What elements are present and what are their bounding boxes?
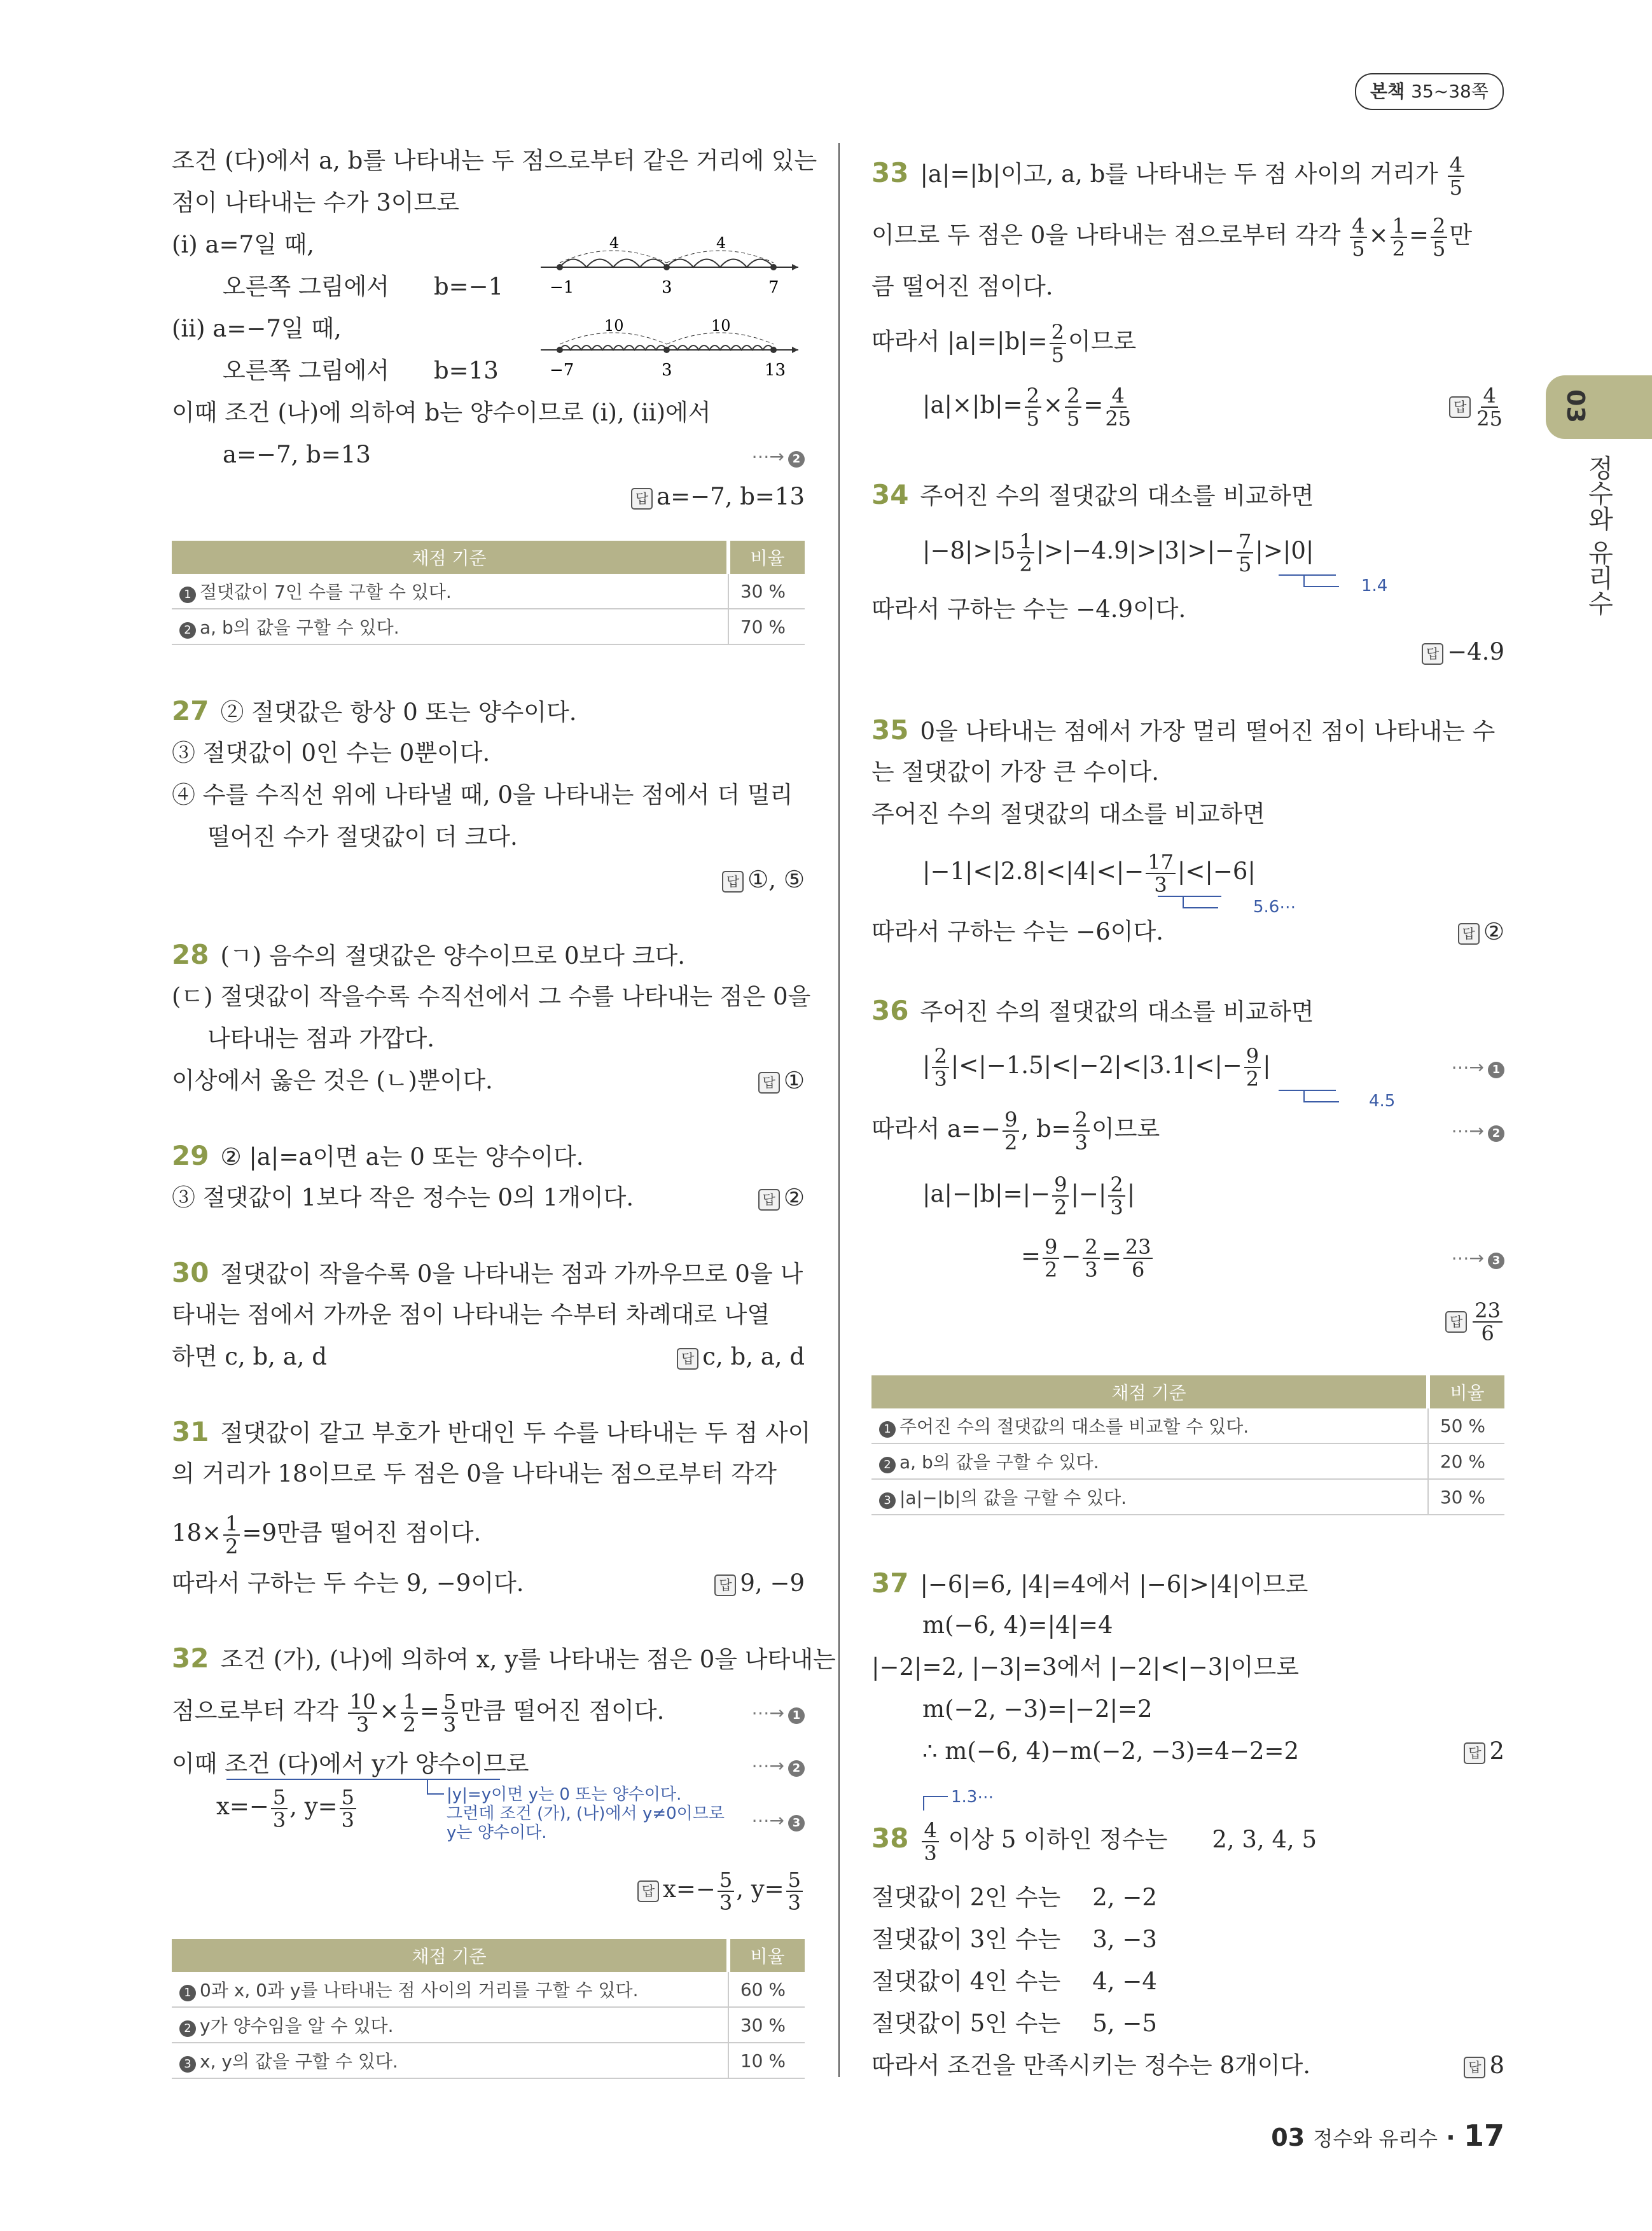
problem-30-line: 타내는 점에서 가까운 점이 나타내는 수부터 차례대로 나열 bbox=[172, 1301, 770, 1328]
answer: 답 $\frac{4}{25}$ bbox=[1449, 380, 1504, 431]
problem-33-line: 33 |a|=|b|이고, a, b를 나타내는 두 점 사이의 거리가 $\frac{4}{5}$ bbox=[871, 148, 1466, 200]
nl2-tick: 13 bbox=[765, 361, 786, 380]
table-row: 1 절댓값이 7인 수를 구할 수 있다. 30 % bbox=[172, 574, 805, 609]
answer: 답 x=− $\frac{5}{3}$ , y= $\frac{5}{3}$ bbox=[637, 1864, 805, 1915]
problem-37-line: 37 |−6|=6, |4|=4에서 |−6|>|4|이므로 bbox=[871, 1567, 1308, 1599]
side-note: 1.3⋯ bbox=[951, 1788, 994, 1807]
problem-36-line: |a|−|b|=|− $\frac{9}{2}$ |−| $\frac{2}{3}$ | bbox=[922, 1172, 1135, 1220]
problem-35-line: 주어진 수의 절댓값의 대소를 비교하면 bbox=[871, 800, 1265, 828]
note-connector bbox=[426, 1780, 445, 1799]
nl1-tick: −1 bbox=[550, 278, 574, 297]
list-item: 절댓값이 4인 수는 4, −4 bbox=[871, 1968, 1157, 1995]
table-row: 1 주어진 수의 절댓값의 대소를 비교할 수 있다. 50 % bbox=[871, 1408, 1504, 1443]
problem-34-line: |−8|>|5 $\frac{1}{2}$ |>|−4.9|>|3|>|− $\frac{7}{5}$ |>|0| bbox=[922, 529, 1314, 576]
header-pages: 35~38쪽 bbox=[1411, 81, 1489, 102]
table-row: 2 a, b의 값을 구할 수 있다. 70 % bbox=[172, 609, 805, 644]
answer: 답 ② bbox=[758, 1183, 805, 1213]
problem-33-line: 큼 떨어진 점이다. bbox=[871, 273, 1053, 300]
problem-37-line: |−2|=2, |−3|=3에서 |−2|<|−3|이므로 bbox=[871, 1653, 1299, 1681]
table-row: 2 a, b의 값을 구할 수 있다. 20 % bbox=[871, 1443, 1504, 1479]
table-row: 3 |a|−|b|의 값을 구할 수 있다. 30 % bbox=[871, 1479, 1504, 1515]
underline bbox=[226, 1779, 500, 1780]
problem-28-line: 28 (ㄱ) 음수의 절댓값은 양수이므로 0보다 크다. bbox=[172, 939, 686, 970]
problem-33-line: |a|×|b|= $\frac{2}{5}$ × $\frac{2}{5}$ = $\frac{4}{25}$ bbox=[922, 383, 1132, 431]
table-header: 채점 기준 bbox=[871, 1375, 1428, 1408]
problem-38-line: 따라서 조건을 만족시키는 정수는 8개이다. bbox=[871, 2052, 1310, 2079]
side-note: |y|=y이면 y는 0 또는 양수이다. bbox=[447, 1785, 682, 1804]
footer-chapter: 03 bbox=[1271, 2123, 1305, 2151]
table-row: 3 x, y의 값을 구할 수 있다. 10 % bbox=[172, 2043, 805, 2078]
problem-30-line: 하면 c, b, a, d bbox=[172, 1343, 327, 1370]
problem-31-line: 18× $\frac{1}{2}$ =9만큼 떨어진 점이다. bbox=[172, 1511, 482, 1559]
table-row: 2 y가 양수임을 알 수 있다. 30 % bbox=[172, 2007, 805, 2043]
answer: 답 ①, ⑤ bbox=[722, 865, 805, 894]
answer: 답 −4.9 bbox=[1422, 637, 1504, 667]
page-range-tag bbox=[1355, 73, 1504, 110]
column-divider bbox=[838, 143, 840, 2077]
problem-36-line: = $\frac{9}{2}$ − $\frac{2}{3}$ = $\frac{23}{6}$ bbox=[1021, 1231, 1155, 1282]
problem-32-line: x=− $\frac{5}{3}$ , y= $\frac{5}{3}$ bbox=[216, 1781, 358, 1832]
side-note: 1.4 bbox=[1361, 576, 1388, 595]
problem-27-line: 27 ② 절댓값은 항상 0 또는 양수이다. bbox=[172, 695, 577, 726]
intro-result: a=−7, b=13 bbox=[223, 441, 371, 468]
intro-line: 점이 나타내는 수가 3이므로 bbox=[172, 189, 459, 216]
problem-28-line: (ㄷ) 절댓값이 작을수록 수직선에서 그 수를 나타내는 점은 0을 bbox=[172, 983, 811, 1010]
problem-37-line: m(−6, 4)=|4|=4 bbox=[922, 1611, 1113, 1639]
case-label: (i) a=7일 때, bbox=[172, 231, 315, 258]
problem-32-line: 32 조건 (가), (나)에 의하여 x, y를 나타내는 점은 0을 나타내는 bbox=[172, 1643, 836, 1674]
answer: 답 9, −9 bbox=[714, 1569, 805, 1598]
problem-28-line: 이상에서 옳은 것은 (ㄴ)뿐이다. bbox=[172, 1067, 493, 1094]
problem-33-line: 이므로 두 점은 0을 나타내는 점으로부터 각각 $\frac{4}{5}$ × $\frac{1}{2}$ = $\frac{2}{5}$ 만 bbox=[871, 213, 1473, 261]
problem-27-line: 떨어진 수가 절댓값이 더 크다. bbox=[207, 823, 518, 851]
problem-36-line: 따라서 a=− $\frac{9}{2}$ , b= $\frac{2}{3}$ 이므로 bbox=[871, 1107, 1160, 1155]
chapter-title-vertical: 정수와 유리수 bbox=[1584, 455, 1613, 616]
problem-37-line: ∴ m(−6, 4)−m(−2, −3)=4−2=2 bbox=[922, 1737, 1300, 1765]
answer: 답 ② bbox=[1458, 917, 1504, 947]
page-footer: 03 정수와 유리수 · 17 bbox=[1271, 2118, 1504, 2153]
problem-31-line: 31 절댓값이 같고 부호가 반대인 두 수를 나타내는 두 점 사이 bbox=[172, 1416, 811, 1447]
chapter-number: 03 bbox=[1562, 389, 1590, 423]
side-note: 4.5 bbox=[1369, 1092, 1396, 1111]
grading-table bbox=[871, 1375, 1504, 1515]
step-marker: ⋯→ 2 bbox=[1452, 1115, 1504, 1146]
list-item: 절댓값이 5인 수는 5, −5 bbox=[871, 2010, 1157, 2037]
answer: 답 8 bbox=[1464, 2051, 1504, 2080]
problem-38-line: 38 $\frac{4}{3}$ 이상 5 이하인 정수는 2, 3, 4, 5 bbox=[871, 1817, 1317, 1865]
side-note: y는 양수이다. bbox=[447, 1823, 547, 1842]
note-connector bbox=[1158, 894, 1221, 913]
problem-34-line: 34 주어진 수의 절댓값의 대소를 비교하면 bbox=[871, 479, 1314, 510]
footer-title: 정수와 유리수 bbox=[1313, 2127, 1438, 2151]
problem-33-line: 따라서 |a|=|b|= $\frac{2}{5}$ 이므로 bbox=[871, 319, 1137, 367]
problem-34-line: 따라서 구하는 수는 −4.9이다. bbox=[871, 595, 1186, 623]
problem-31-line: 따라서 구하는 두 수는 9, −9이다. bbox=[172, 1569, 524, 1597]
problem-37-line: m(−2, −3)=|−2|=2 bbox=[922, 1695, 1153, 1723]
step-marker: ⋯→ 1 bbox=[1452, 1051, 1504, 1082]
case-label: (ii) a=−7일 때, bbox=[172, 315, 342, 342]
table-header: 채점 기준 bbox=[172, 1939, 728, 1972]
step-marker: ⋯→ 3 bbox=[1452, 1242, 1504, 1273]
table-header: 비율 bbox=[728, 541, 805, 574]
problem-29-line: 29 ② |a|=a이면 a는 0 또는 양수이다. bbox=[172, 1140, 584, 1171]
nl1-dist: 4 bbox=[609, 234, 620, 252]
problem-28-line: 나타내는 점과 가깝다. bbox=[207, 1025, 434, 1052]
side-note: 5.6⋯ bbox=[1253, 898, 1296, 917]
number-line-2 bbox=[541, 315, 802, 385]
problem-35-line: 따라서 구하는 수는 −6이다. bbox=[871, 918, 1164, 945]
nl1-tick: 3 bbox=[662, 278, 672, 297]
answer: 답 c, b, a, d bbox=[677, 1342, 805, 1372]
step-marker: ⋯→ 1 bbox=[752, 1697, 805, 1728]
nl2-dist: 10 bbox=[711, 317, 731, 335]
problem-27-line: ③ 절댓값이 0인 수는 0뿐이다. bbox=[172, 739, 490, 767]
number-line-1 bbox=[541, 232, 802, 302]
note-connector bbox=[1279, 573, 1342, 592]
answer: 답 2 bbox=[1464, 1737, 1504, 1766]
answer: 답 ① bbox=[758, 1066, 805, 1095]
nl2-dist: 10 bbox=[604, 317, 624, 335]
answer: 답 $\frac{23}{6}$ bbox=[1445, 1295, 1504, 1345]
grading-table bbox=[172, 1939, 805, 2079]
step-marker: ⋯→ 2 bbox=[752, 1749, 805, 1781]
problem-35-line: |−1|<|2.8|<|4|<|− $\frac{17}{3}$ |<|−6| bbox=[922, 849, 1256, 897]
step-marker: ⋯→ 2 bbox=[752, 440, 805, 471]
nl1-dist: 4 bbox=[716, 234, 726, 252]
nl1-tick: 7 bbox=[768, 278, 779, 297]
problem-32-line: 이때 조건 (다)에서 y가 양수이므로 bbox=[172, 1750, 529, 1777]
problem-29-line: ③ 절댓값이 1보다 작은 정수는 0의 1개이다. bbox=[172, 1184, 634, 1211]
side-note: 그런데 조건 (가), (나)에서 y≠0이므로 bbox=[447, 1804, 725, 1823]
table-header: 비율 bbox=[1428, 1375, 1504, 1408]
nl2-tick: 3 bbox=[662, 361, 672, 380]
note-connector bbox=[1279, 1088, 1342, 1107]
table-header: 채점 기준 bbox=[172, 541, 728, 574]
page-number: 17 bbox=[1463, 2118, 1504, 2153]
problem-35-line: 35 0을 나타내는 점에서 가장 멀리 떨어진 점이 나타내는 수 bbox=[871, 714, 1496, 746]
grading-table bbox=[172, 541, 805, 645]
problem-30-line: 30 절댓값이 작을수록 0을 나타내는 점과 가까우므로 0을 나 bbox=[172, 1257, 803, 1288]
intro-line: 이때 조건 (나)에 의하여 b는 양수이므로 (i), (ii)에서 bbox=[172, 399, 711, 426]
table-header: 비율 bbox=[728, 1939, 805, 1972]
list-item: 절댓값이 3인 수는 3, −3 bbox=[871, 1926, 1157, 1953]
problem-36-line: | $\frac{2}{3}$ |<|−1.5|<|−2|<|3.1|<|− $\frac{9}{2}$ | bbox=[922, 1043, 1271, 1091]
step-marker: ⋯→ 3 bbox=[752, 1804, 805, 1835]
nl2-tick: −7 bbox=[550, 361, 574, 380]
problem-36-line: 36 주어진 수의 절댓값의 대소를 비교하면 bbox=[871, 995, 1314, 1026]
case-desc: 오른쪽 그림에서 b=13 bbox=[223, 357, 499, 384]
problem-35-line: 는 절댓값이 가장 큰 수이다. bbox=[871, 758, 1159, 786]
case-desc: 오른쪽 그림에서 b=−1 bbox=[223, 273, 504, 300]
intro-line: 조건 (다)에서 a, b를 나타내는 두 점으로부터 같은 거리에 있는 bbox=[172, 147, 817, 174]
table-row: 1 0과 x, 0과 y를 나타내는 점 사이의 거리를 구할 수 있다. 60 % bbox=[172, 1972, 805, 2007]
problem-31-line: 의 거리가 18이므로 두 점은 0을 나타내는 점으로부터 각각 bbox=[172, 1460, 777, 1487]
problem-27-line: ④ 수를 수직선 위에 나타낼 때, 0을 나타내는 점에서 더 멀리 bbox=[172, 781, 793, 809]
problem-32-line: 점으로부터 각각 $\frac{10}{3}$ × $\frac{1}{2}$ = $\frac{5}{3}$ 만큼 떨어진 점이다. bbox=[172, 1689, 665, 1737]
list-item: 절댓값이 2인 수는 2, −2 bbox=[871, 1884, 1157, 1911]
header-label: 본책 bbox=[1370, 81, 1405, 102]
answer: 답 a=−7, b=13 bbox=[631, 482, 805, 511]
